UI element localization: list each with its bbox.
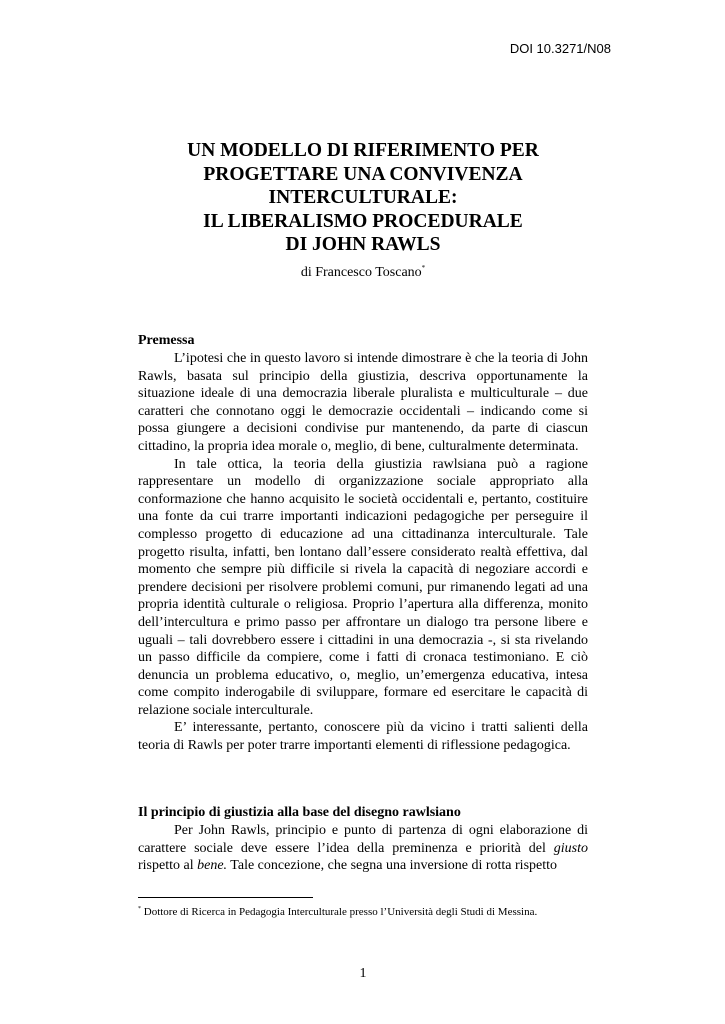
author-footnote-mark: * bbox=[421, 264, 426, 272]
footnote-divider bbox=[138, 897, 313, 898]
paper-title bbox=[138, 139, 588, 257]
section-heading-premessa: Premessa bbox=[138, 333, 195, 348]
title-line: UN MODELLO DI RIFERIMENTO PER bbox=[187, 140, 539, 161]
paragraph-text: L’ipotesi che in questo lavoro si intende dimostrare è che la teoria di John Rawls, basata sul principio della giustizia, descriva opportunamente la situazione ideale di una democrazia liberale pluralista e multiculturale – due caratteri che connotano oggi le democrazie occidentali – indicando come si possa giungere a decisioni condivise pur mantenendo, da parte di ciascun cittadino, la propria idea morale o, meglio, di bene, culturalmente determinata. bbox=[138, 351, 588, 454]
footnote-text: Dottore di Ricerca in Pedagogia Interculturale presso l’Università degli Studi di Messina. bbox=[141, 906, 538, 918]
paragraph-text: Per John Rawls, principio e punto di partenza di ogni elaborazione di carattere sociale deve essere l’idea della preminenza e priorità del bbox=[138, 823, 588, 856]
title-line: IL LIBERALISMO PROCEDURALE bbox=[203, 210, 523, 232]
paragraph-text: rispetto al bbox=[138, 858, 198, 874]
paragraph bbox=[138, 822, 588, 875]
title-line: PROGETTARE UNA CONVIVENZA bbox=[203, 163, 523, 185]
title-line: DI JOHN RAWLS bbox=[285, 234, 441, 255]
footnote-mark: * bbox=[138, 906, 141, 912]
paragraph-text: In tale ottica, la teoria della giustizia rawlsiana può a ragione rappresentare un modello di organizzazione sociale appropriato alla conformazione che hanno acquisito le società occidentali e, pertanto, costituire una fonte da cui trarre importanti indicazioni pedagogiche per perseguire il complesso progetto di educazione ad una cittadinanza interculturale. Tale progetto risulta, infatti, ben lontano dall’essere considerato realtà effettiva, dal momento che sempre più difficile si rivela la capacità di negoziare accordi e prendere decisioni per risolvere problemi comuni, pur rimanendo legati ad una propria identità culturale o religiosa. Proprio l’apertura alla differenza, monito dell’intercultura e primo passo per affrontare un dialogo tra persone libere e uguali – tali dovrebbero essere i cittadini in una democrazia -, si sta rivelando un passo difficile da compiere, come i fatti di cronaca testimoniano. E ciò denuncia un problema educativo, o, meglio, un’emergenza educativa, intesa come compito inderogabile di sviluppare, formare ed esercitare le capacità di relazione sociale interculturale. bbox=[138, 456, 588, 718]
author-line bbox=[138, 264, 588, 281]
emphasis-bene: bene. bbox=[197, 858, 228, 874]
paragraph-text: Tale concezione, che segna una inversione di rotta rispetto bbox=[227, 858, 558, 874]
paragraph bbox=[138, 719, 588, 754]
doi-header: DOI 10.3271/N08 bbox=[509, 41, 611, 56]
title-line: INTERCULTURALE: bbox=[268, 187, 458, 208]
footnote bbox=[138, 906, 537, 918]
page-number: 1 bbox=[359, 966, 367, 981]
emphasis-giusto: giusto bbox=[553, 840, 588, 856]
section-body-principio bbox=[138, 822, 588, 875]
paragraph bbox=[138, 350, 588, 456]
section-heading-principio: Il principio di giustizia alla base del disegno rawlsiano bbox=[138, 805, 461, 820]
author-name: di Francesco Toscano bbox=[300, 265, 422, 280]
section-body-premessa bbox=[138, 350, 588, 755]
paragraph-text: E’ interessante, pertanto, conoscere più da vicino i tratti salienti della teoria di Rawls per poter trarre importanti elementi di riflessione pedagogica. bbox=[138, 720, 588, 754]
paragraph bbox=[138, 456, 588, 720]
